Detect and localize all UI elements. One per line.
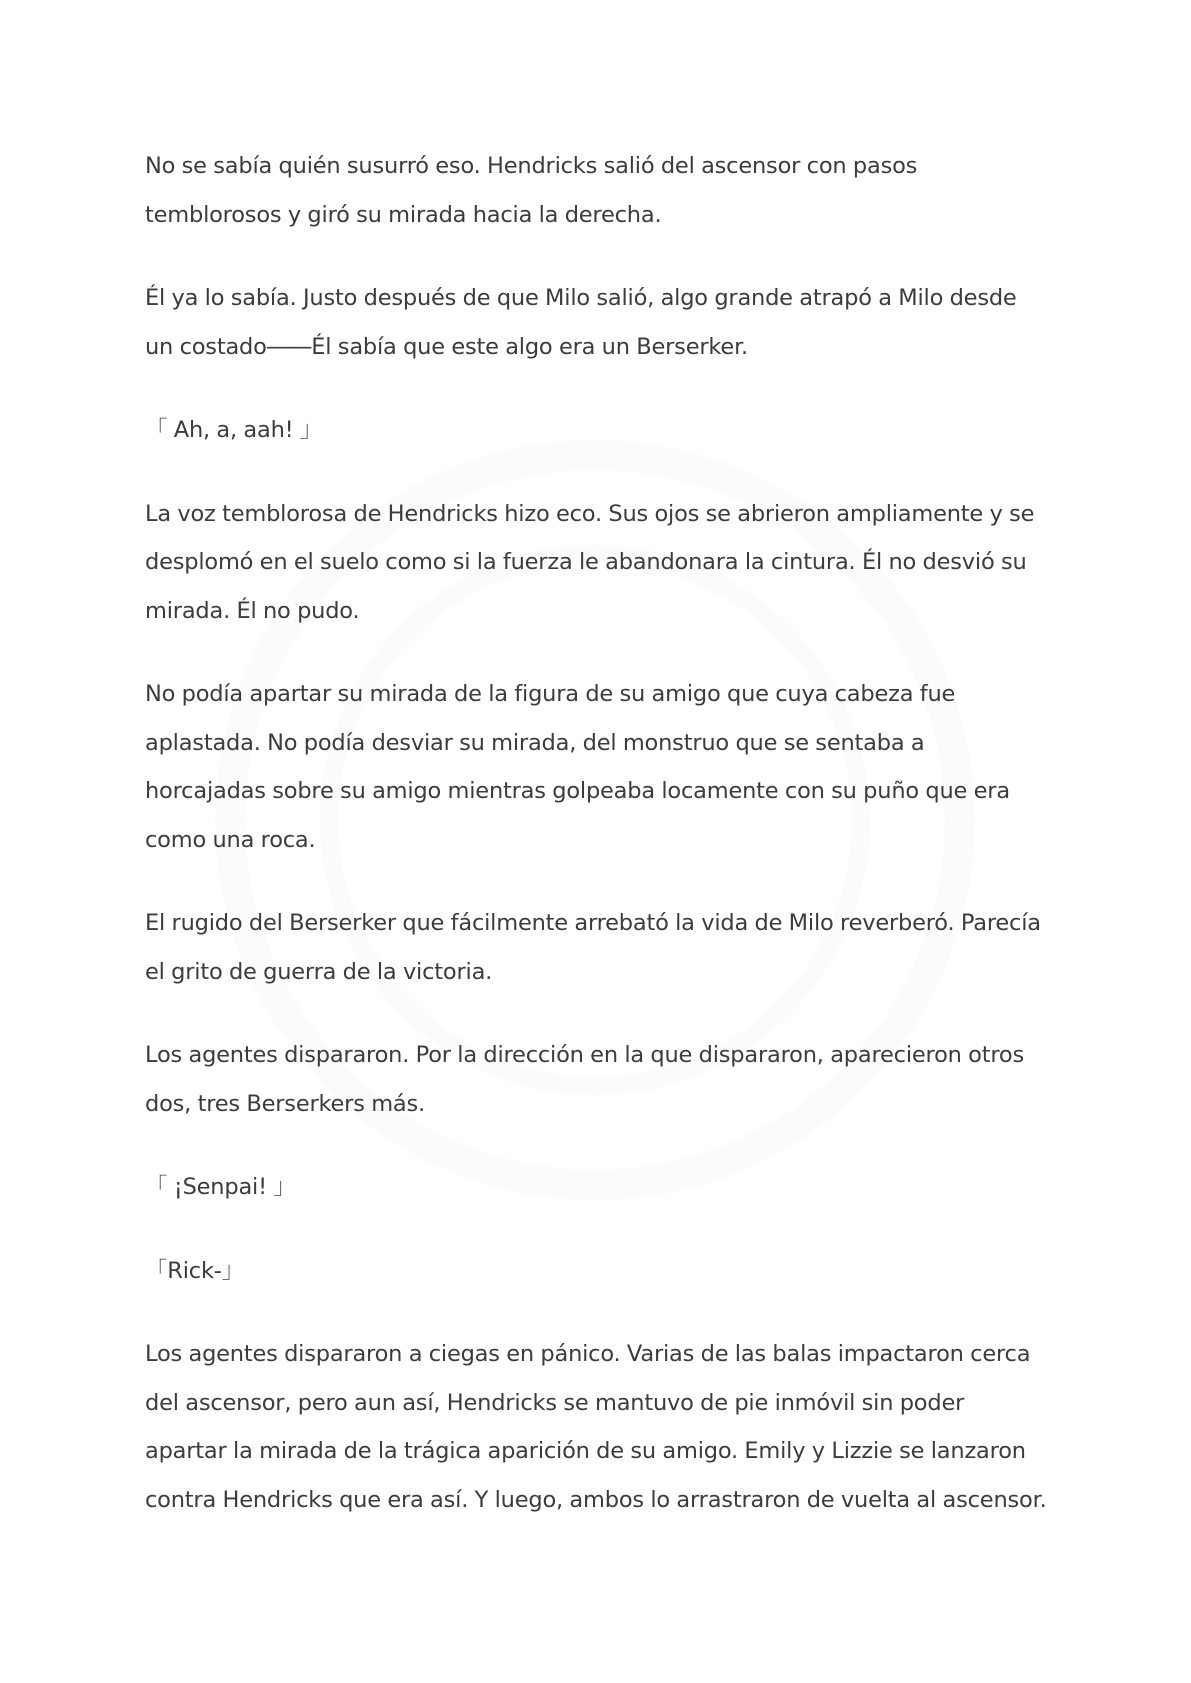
paragraph: No podía apartar su mirada de la figura de su amigo que cuya cabeza fue aplastada. No podía desviar su mirada, del monstruo que se sentaba a horcajadas sobre su amigo mientras golpeaba locamente con su puño que era como una roca. bbox=[145, 681, 1010, 853]
dialogue-line: 「Rick-」 bbox=[145, 1257, 245, 1284]
paragraph: Los agentes dispararon. Por la dirección en la que dispararon, aparecieron otros dos, tres Berserkers más. bbox=[145, 1042, 1024, 1117]
paragraph: El rugido del Berserker que fácilmente arrebató la vida de Milo reverberó. Parecía el grito de guerra de la victoria. bbox=[145, 910, 1041, 985]
paragraph: Él ya lo sabía. Justo después de que Milo salió, algo grande atrapó a Milo desde un costado――Él sabía que este algo era un Berserker. bbox=[145, 285, 1017, 360]
paragraph: No se sabía quién susurró eso. Hendricks salió del ascensor con pasos temblorosos y giró su mirada hacia la derecha. bbox=[145, 153, 918, 228]
dialogue-line: 「 Ah, a, aah! 」 bbox=[145, 417, 323, 443]
dialogue-line: 「 ¡Senpai! 」 bbox=[145, 1174, 296, 1200]
paragraph: La voz temblorosa de Hendricks hizo eco. Sus ojos se abrieron ampliamente y se desplomó en el suelo como si la fuerza le abandonara la cintura. Él no desvió su mirada. Él no pudo. bbox=[145, 500, 1035, 624]
document-body bbox=[145, 142, 1050, 1559]
paragraph: Los agentes dispararon a ciegas en pánico. Varias de las balas impactaron cerca del ascensor, pero aun así, Hendricks se mantuvo de pie inmóvil sin poder apartar la mirada de la trágica aparición de su amigo. Emily y Lizzie se lanzaron contra Hendricks que era así. Y luego, ambos lo arrastraron de vuelta al ascensor. bbox=[145, 1341, 1047, 1513]
